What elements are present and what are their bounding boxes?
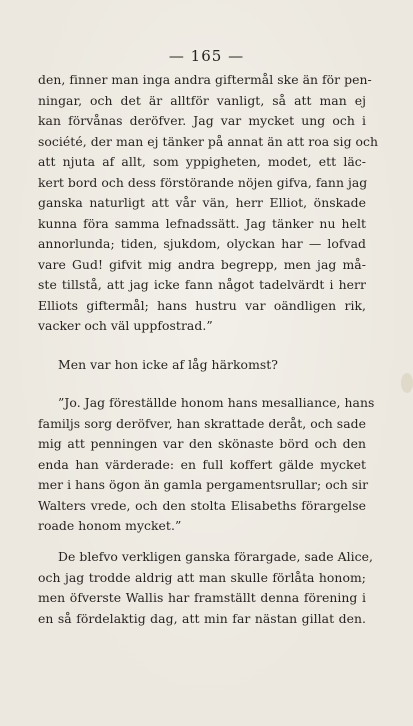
text-line: att njuta af allt, som yppigheten, modet, ett läc- (38, 154, 366, 169)
text-line: ”Jo. Jag föreställde honom hans mesalliance, hans (58, 395, 375, 410)
text-line: annorlunda; tiden, sjukdom, olyckan har — lofvad (38, 236, 366, 251)
page-number: — 165 — (168, 47, 245, 65)
text-line: den, finner man inga andra giftermål ske än för pen- (38, 72, 372, 87)
text-line: vare Gud! gifvit mig andra begrepp, men jag må- (38, 256, 366, 272)
text-line: kan förvånas deröfver. Jag var mycket ung och i (38, 113, 366, 128)
text-line: ste tillstå, att jag icke fann något tadelvärdt i herr (38, 277, 366, 292)
text-line: en så fördelaktig dag, att min far nästan gillat den. (38, 610, 366, 626)
text-line: mer i hans ögon än gamla pergamentsrullar; och sir (38, 477, 369, 492)
paper-stain (401, 373, 413, 393)
text-line: roade honom mycket.” (38, 518, 182, 533)
text-line: vacker och väl uppfostrad.” (38, 318, 213, 333)
paragraph-2 (38, 355, 366, 376)
text-line: ningar, och det är alltför vanligt, så att man ej (38, 92, 366, 108)
text-line: De blefvo verkligen ganska förargade, sade Alice, (58, 549, 374, 564)
text-line: mig att penningen var den skönaste börd och den (38, 436, 366, 451)
text-line: men öfverste Wallis har framställt denna förening i (38, 590, 366, 605)
paragraph-4 (38, 547, 374, 629)
paragraph-3 (38, 393, 375, 537)
text-line: kunna föra samma lefnadssätt. Jag tänker nu helt (38, 215, 366, 231)
text-line: kert bord och dess förstörande nöjen gifva, fann jag (38, 174, 368, 190)
text-line: och jag trodde aldrig att man skulle förlåta honom; (38, 569, 366, 585)
text-line: Elliots giftermål; hans hustru var oändligen rik, (38, 297, 366, 313)
paragraph-1 (38, 70, 379, 337)
text-line: Walters vrede, och den stolta Elisabeths förargelse (38, 497, 366, 513)
text-line: Men var hon icke af låg härkomst? (58, 357, 278, 372)
text-line: familjs sorg deröfver, han skrattade deråt, och sade (38, 415, 366, 431)
text-line: ganska naturligt att vår vän, herr Elliot, önskade (38, 195, 366, 210)
text-line: société, der man ej tänker på annat än att roa sig och (38, 133, 379, 149)
text-line: enda han värderade: en full koffert gälde mycket (38, 456, 366, 472)
